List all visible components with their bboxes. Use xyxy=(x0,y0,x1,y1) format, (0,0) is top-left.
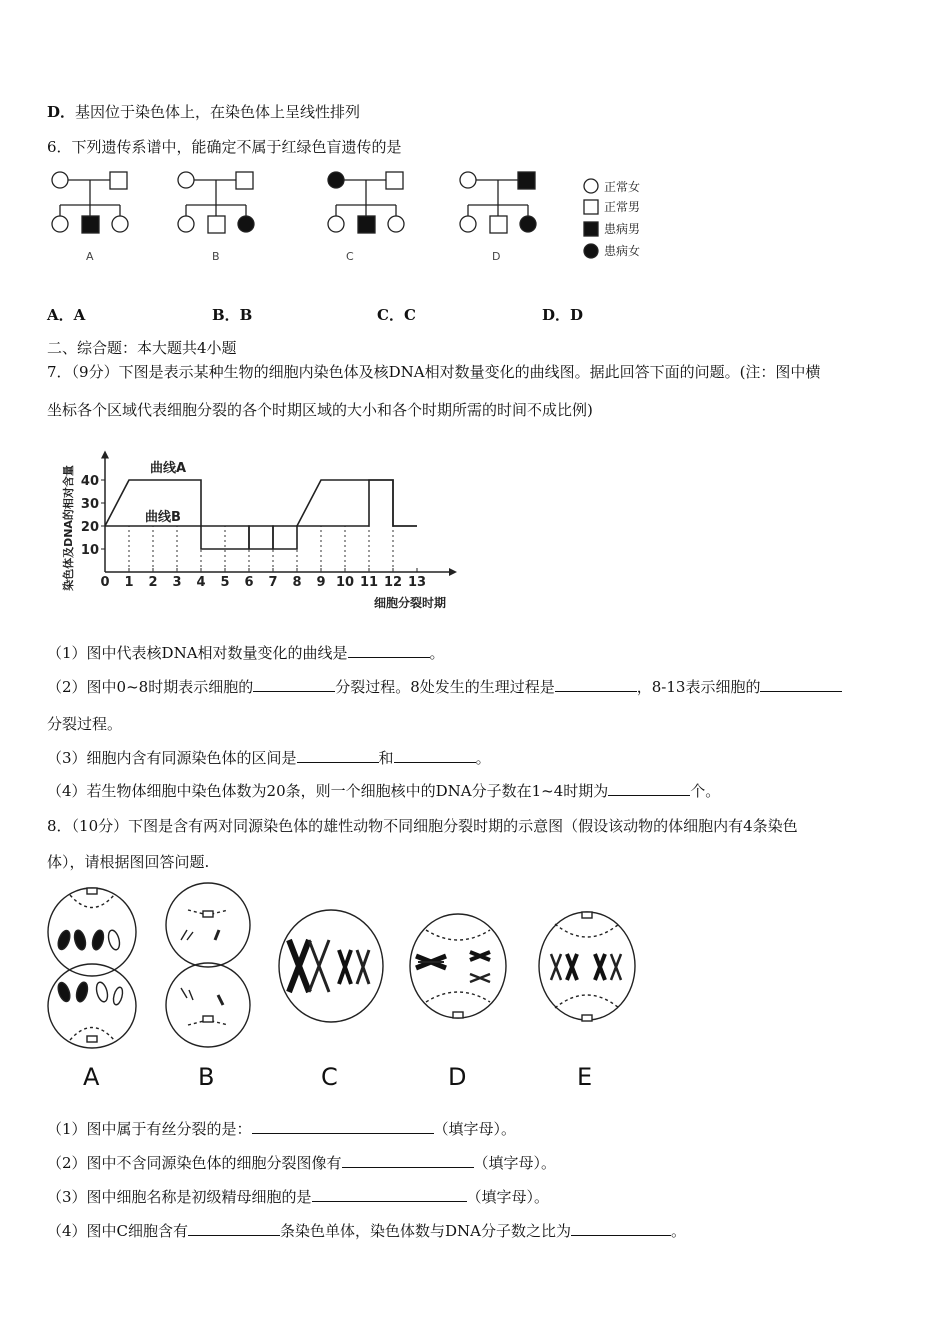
x-tick-label: 11 xyxy=(359,575,379,590)
x-tick-label: 0 xyxy=(100,575,110,590)
cell-a xyxy=(48,888,136,1048)
pedigree-a xyxy=(52,172,128,233)
series-b-label: 曲线B xyxy=(145,510,181,525)
x-tick-label: 9 xyxy=(316,575,326,590)
answer-blank[interactable] xyxy=(342,1153,474,1168)
answer-blank[interactable] xyxy=(571,1221,671,1236)
y-tick-label: 10 xyxy=(80,543,99,558)
y-tick-label: 40 xyxy=(80,474,99,489)
normal-female-icon xyxy=(52,216,68,232)
legend-normal-female: 正常女 xyxy=(604,180,641,194)
q7-sub2: （2）图中0~8时期表示细胞的 分裂过程。8处发生的生理过程是 ，8-13表示细胞的 xyxy=(47,677,842,697)
legend-normal-male: 正常男 xyxy=(604,200,641,214)
answer-blank[interactable] xyxy=(297,748,379,763)
pedigree-figure xyxy=(40,165,680,270)
answer-blank[interactable] xyxy=(252,1119,434,1134)
q8-stem-line2: 体），请根据图回答问题. xyxy=(47,853,210,871)
q8-sub3: （3）图中细胞名称是初级精母细胞的是 （填字母）。 xyxy=(47,1188,550,1206)
x-tick-label: 12 xyxy=(383,575,403,590)
x-tick-label: 10 xyxy=(335,575,355,590)
x-tick-label: 8 xyxy=(292,575,302,590)
x-tick-label: 2 xyxy=(148,575,158,590)
normal-female-icon xyxy=(112,216,128,232)
q7-sub2-cont: 分裂过程。 xyxy=(47,715,123,733)
answer-blank[interactable] xyxy=(394,748,476,763)
x-tick-label: 7 xyxy=(268,575,278,590)
x-tick-label: 13 xyxy=(407,575,427,590)
y-tick-label: 30 xyxy=(80,497,99,512)
pedigree-label-a: A xyxy=(86,250,94,263)
cell-label-d: D xyxy=(448,1063,467,1091)
q7-sub1: （1）图中代表核DNA相对数量变化的曲线是 。 xyxy=(47,644,445,662)
pedigree-label-d: D xyxy=(492,250,501,263)
cell-division-figure xyxy=(40,880,660,1095)
answer-blank[interactable] xyxy=(188,1221,280,1236)
x-tick-label: 6 xyxy=(244,575,254,590)
legend-affected-female: 患病女 xyxy=(604,244,641,258)
pedigree-d xyxy=(460,172,536,233)
answer-blank[interactable] xyxy=(348,643,430,658)
q7-sub4: （4）若生物体细胞中染色体数为20条，则一个细胞核中的DNA分子数在1~4时期为 个。 xyxy=(47,782,721,800)
y-axis-arrow xyxy=(101,451,109,459)
pedigree-label-b: B xyxy=(212,250,220,263)
affected-male-icon xyxy=(82,216,99,233)
cell-b xyxy=(166,883,250,1047)
y-tick-label: 20 xyxy=(80,520,99,535)
cell-label-c: C xyxy=(321,1063,338,1091)
q8-sub4: （4）图中C细胞含有 条染色单体，染色体数与DNA分子数之比为 。 xyxy=(47,1222,687,1240)
pedigree-b xyxy=(178,172,254,233)
pedigree-c xyxy=(328,172,404,233)
answer-blank[interactable] xyxy=(760,677,842,692)
series-a-label: 曲线A xyxy=(150,461,187,476)
answer-blank[interactable] xyxy=(555,677,637,692)
answer-blank[interactable] xyxy=(312,1187,467,1202)
dna-chromosome-chart xyxy=(55,440,475,615)
cell-e xyxy=(539,912,635,1021)
normal-female-icon xyxy=(52,172,68,188)
q5-option-d xyxy=(47,102,360,122)
q6-option-a: A．A xyxy=(47,306,86,324)
option-label: D． xyxy=(47,103,76,121)
pedigree-label-c: C xyxy=(346,250,354,263)
q7-stem-line2: 坐标各个区域代表细胞分裂的各个时期区域的大小和各个时期所需的时间不成比例) xyxy=(47,401,593,419)
x-tick-label: 5 xyxy=(220,575,230,590)
answer-blank[interactable] xyxy=(253,677,335,692)
x-tick-label: 1 xyxy=(124,575,134,590)
x-tick-label: 3 xyxy=(172,575,182,590)
q7-sub3: （3）细胞内含有同源染色体的区间是 和 。 xyxy=(47,749,491,767)
x-axis-arrow xyxy=(449,568,457,576)
legend-affected-male: 患病男 xyxy=(604,222,641,236)
cell-d xyxy=(410,914,506,1018)
normal-male-icon xyxy=(110,172,127,189)
q8-stem-line1: 8．（10分）下图是含有两对同源染色体的雄性动物不同细胞分裂时期的示意图（假设该动物的体细胞内有4条染色 xyxy=(47,817,798,835)
q7-stem-line1: 7．（9分）下图是表示某种生物的细胞内染色体及核DNA相对数量变化的曲线图。据此回答下面的问题。(注：图中横 xyxy=(47,363,821,381)
section-heading: 二、综合题：本大题共4小题 xyxy=(47,339,237,357)
cell-label-a: A xyxy=(83,1063,100,1091)
q6-option-b: B．B xyxy=(212,306,253,324)
answer-blank[interactable] xyxy=(608,781,690,796)
q8-sub1: （1）图中属于有丝分裂的是： （填字母）。 xyxy=(47,1120,517,1138)
chart-ylabel: 染色体及DNA的相对含量 xyxy=(62,465,75,591)
cell-label-e: E xyxy=(577,1063,593,1091)
x-tick-label: 4 xyxy=(196,575,206,590)
q8-sub2: （2）图中不含同源染色体的细胞分裂图像有 （填字母）。 xyxy=(47,1154,557,1172)
q6-option-c: C．C xyxy=(377,306,416,324)
option-text: 基因位于染色体上，在染色体上呈线性排列 xyxy=(75,103,361,121)
q6-option-d: D．D xyxy=(542,306,584,324)
q6-stem: 6．下列遗传系谱中，能确定不属于红绿色盲遗传的是 xyxy=(47,138,402,156)
cell-label-b: B xyxy=(198,1063,215,1091)
chart-xlabel: 细胞分裂时期 xyxy=(373,596,447,610)
cell-c xyxy=(279,910,383,1022)
